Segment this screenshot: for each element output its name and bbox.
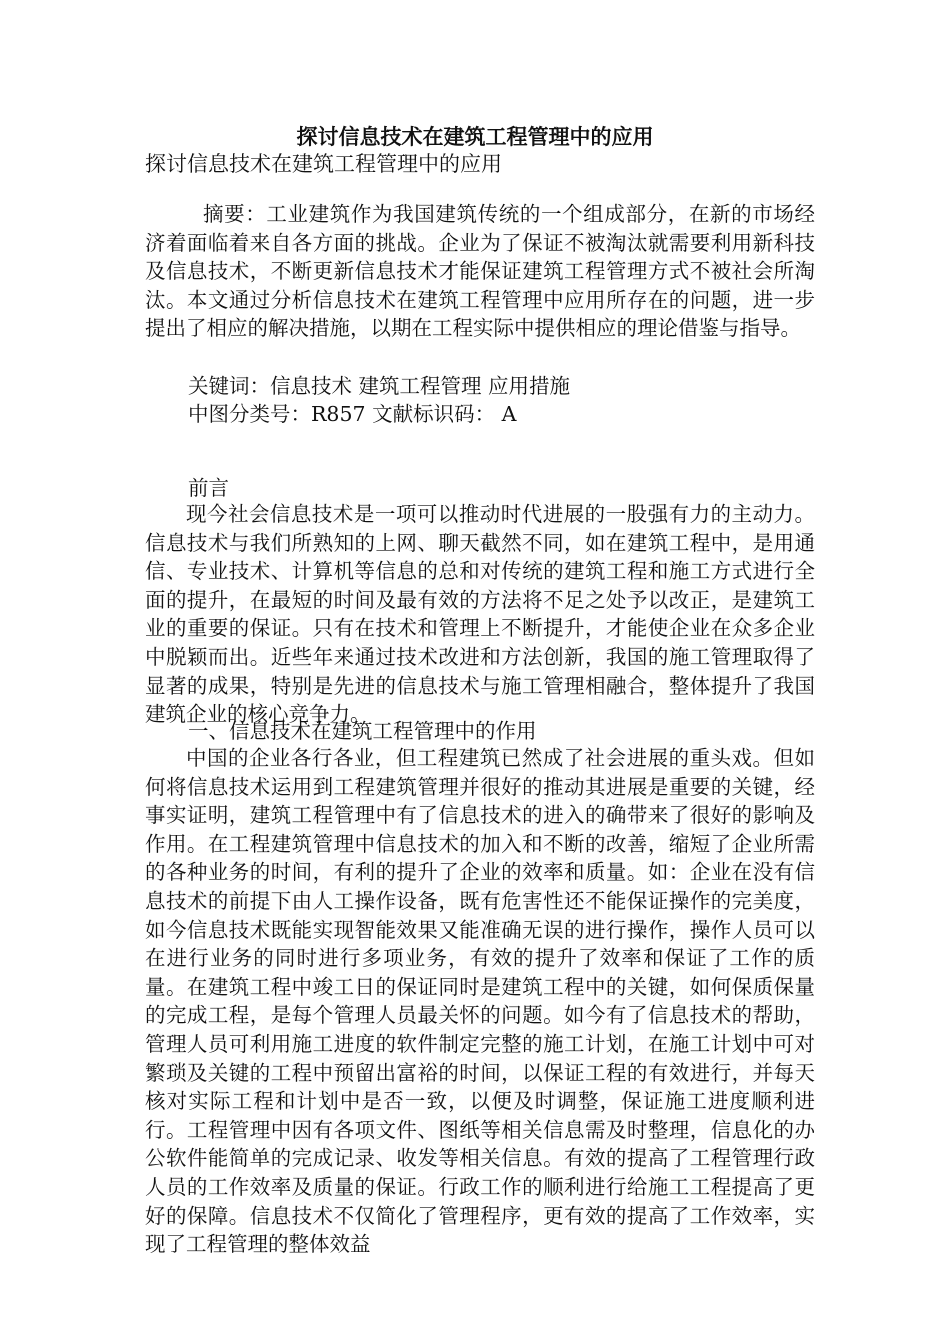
classification-line: 中图分类号：R857 文献标识码： A — [188, 402, 517, 426]
section-1-paragraph: 中国的企业各行各业，但工程建筑已然成了社会进展的重头戏。但如何将信息技术运用到工程建筑管理并很好的推动其进展是重要的关键，经事实证明，建筑工程管理中有了信息技术的进入的确带来了很好的影响及作用。在工程建筑管理中信息技术的加入和不断的改善，缩短了企业所需的各种业务的时间，有利的提升了企业的效率和质量。如：企业在没有信息技术的前提下由人工操作设备，既有危害性还不能保证操作的完美度，如今信息技术既能实现智能效果又能准确无误的进行操作，操作人员可以在进行业务的同时进行多项业务，有效的提升了效率和保证了工作的质量。在建筑工程中竣工日的保证同时是建筑工程中的关键，如何保质保量的完成工程，是每个管理人员最关怀的问题。如今有了信息技术的帮助，管理人员可利用施工进度的软件制定完整的施工计划，在施工计划中可对繁琐及关键的工程中预留出富裕的时间，以保证工程的有效进行，并每天核对实际工程和计划中是否一致，以便及时调整，保证施工进度顺利进行。工程管理中因有各项文件、图纸等相关信息需及时整理，信息化的办公软件能简单的完成记录、收发等相关信息。有效的提高了工程管理行政人员的工作效率及质量的保证。行政工作的顺利进行给施工工程提高了更好的保障。信息技术不仅简化了管理程序，更有效的提高了工作效率，实现了工程管理的整体效益 — [145, 746, 815, 1257]
section-1-heading: 一、信息技术在建筑工程管理中的作用 — [188, 719, 537, 743]
abstract-paragraph: 摘要：工业建筑作为我国建筑传统的一个组成部分，在新的市场经济着面临着来自各方面的挑战。企业为了保证不被淘汰就需要利用新科技及信息技术，不断更新信息技术才能保证建筑工程管理方式不被社会所淘汰。本文通过分析信息技术在建筑工程管理中应用所存在的问题，进一步提出了相应的解决措施，以期在工程实际中提供相应的理论借鉴与指导。 — [145, 202, 815, 341]
document-subtitle: 探讨信息技术在建筑工程管理中的应用 — [145, 152, 502, 176]
document-title: 探讨信息技术在建筑工程管理中的应用 — [296, 124, 654, 149]
preface-paragraph: 现今社会信息技术是一项可以推动时代进展的一股强有力的主动力。信息技术与我们所熟知的上网、聊天截然不同，如在建筑工程中，是用通信、专业技术、计算机等信息的总和对传统的建筑工程和施工方式进行全面的提升，在最短的时间及最有效的方法将不足之处予以改正，是建筑工业的重要的保证。只有在技术和管理上不断提升，才能使企业在众多企业中脱颖而出。近些年来通过技术改进和方法创新，我国的施工管理取得了显著的成果，特别是先进的信息技术与施工管理相融合，整体提升了我国建筑企业的核心竞争力。 — [145, 502, 815, 727]
keywords-line: 关键词：信息技术 建筑工程管理 应用措施 — [188, 374, 571, 398]
preface-heading: 前言 — [188, 476, 229, 500]
